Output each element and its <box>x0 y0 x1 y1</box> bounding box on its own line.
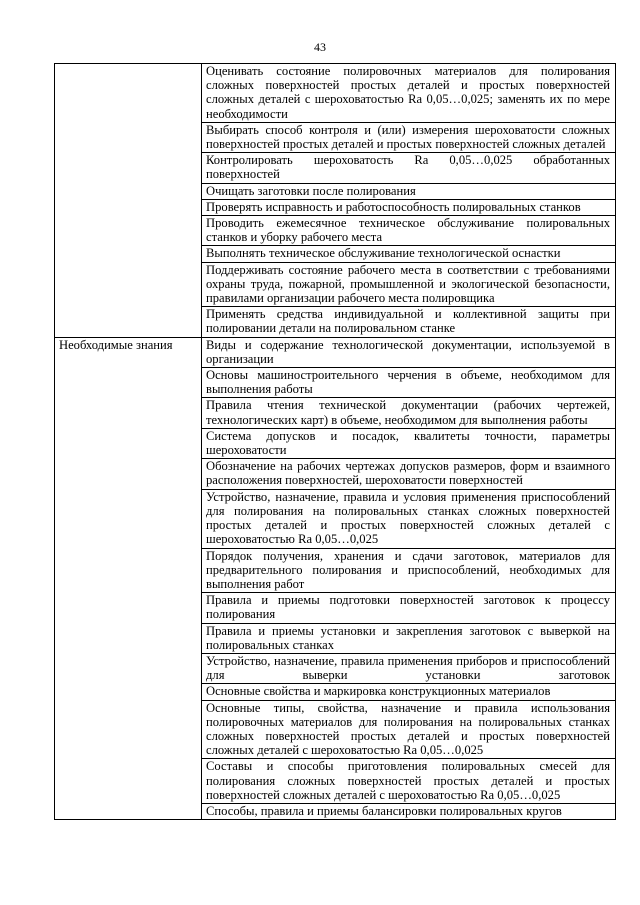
knowledge-item: Основы машиностроительного черчения в объеме, необходимом для выполнения работы <box>202 368 616 398</box>
knowledge-item: Основные типы, свойства, назначение и правила использования полировочных материалов для полирования на полировальных станках сложных поверхностей простых деталей и простых поверхностей сложных деталей с шероховатостью Ra 0,05…0,025 <box>202 700 616 759</box>
section-label-knowledge: Необходимые знания <box>55 337 202 820</box>
knowledge-item: Обозначение на рабочих чертежах допусков размеров, форм и взаимного расположения поверхностей, шероховатости поверхностей <box>202 459 616 489</box>
skill-item: Контролировать шероховатость Ra 0,05…0,025 обработанных поверхностей <box>202 153 616 183</box>
skill-item: Проводить ежемесячное техническое обслуживание полировальных станков и уборку рабочего места <box>202 216 616 246</box>
knowledge-item: Правила и приемы подготовки поверхностей заготовок к процессу полирования <box>202 593 616 623</box>
knowledge-item: Виды и содержание технологической документации, используемой в организации <box>202 337 616 367</box>
skill-item: Очищать заготовки после полирования <box>202 183 616 199</box>
knowledge-item: Составы и способы приготовления полировальных смесей для полирования сложных поверхностей простых деталей и простых поверхностей сложных деталей с шероховатостью Ra 0,05…0,025 <box>202 759 616 804</box>
page-number: 43 <box>314 40 326 54</box>
section-label-skills <box>55 64 202 338</box>
knowledge-item: Способы, правила и приемы балансировки полировальных кругов <box>202 803 616 819</box>
knowledge-item: Порядок получения, хранения и сдачи заготовок, материалов для предварительного полирования и приспособлений, необходимых для выполнения работ <box>202 548 616 593</box>
skill-item: Выполнять техническое обслуживание технологической оснастки <box>202 246 616 262</box>
knowledge-item: Основные свойства и маркировка конструкционных материалов <box>202 684 616 700</box>
knowledge-item: Устройство, назначение, правила и условия применения приспособлений для полирования на полировальных станках сложных поверхностей простых деталей и простых поверхностей сложных деталей с шероховатостью Ra 0,05…0,025 <box>202 489 616 548</box>
table-row <box>55 337 616 367</box>
knowledge-item: Правила и приемы установки и закрепления заготовок с выверкой на полировальных станках <box>202 623 616 653</box>
knowledge-item: Правила чтения технической документации (рабочих чертежей, технологических карт) в объеме, необходимом для выполнения работы <box>202 398 616 428</box>
skill-item: Поддерживать состояние рабочего места в соответствии с требованиями охраны труда, пожарной, промышленной и экологической безопасности, правилами организации рабочего места полировщика <box>202 262 616 307</box>
knowledge-item: Устройство, назначение, правила применения приборов и приспособлений для выверки установки заготовок <box>202 653 616 683</box>
skill-item: Проверять исправность и работоспособность полировальных станков <box>202 199 616 215</box>
competency-table <box>54 63 616 820</box>
table-row <box>55 64 616 123</box>
skill-item: Оценивать состояние полировочных материалов для полирования сложных поверхностей простых деталей и простых поверхностей сложных деталей с шероховатостью Ra 0,05…0,025; заменять их по мере необходимости <box>202 64 616 123</box>
skill-item: Применять средства индивидуальной и коллективной защиты при полировании детали на полировальном станке <box>202 307 616 337</box>
skill-item: Выбирать способ контроля и (или) измерения шероховатости сложных поверхностей простых деталей и простых поверхностей сложных деталей <box>202 122 616 152</box>
knowledge-item: Система допусков и посадок, квалитеты точности, параметры шероховатости <box>202 428 616 458</box>
